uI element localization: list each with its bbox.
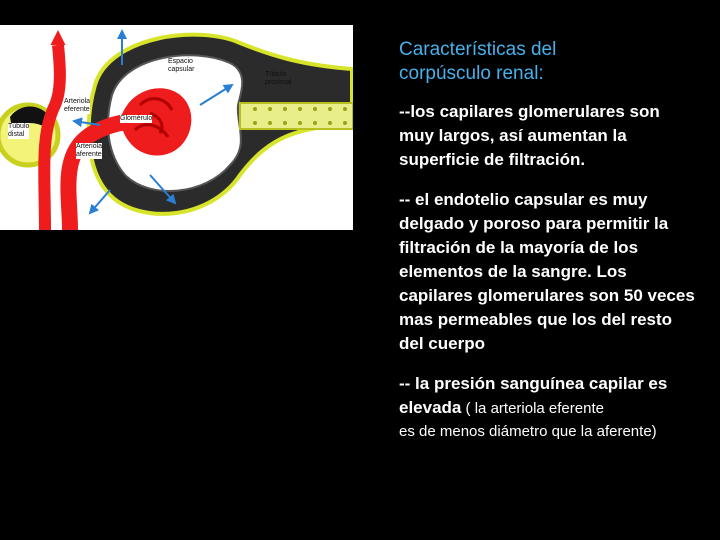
slide-title: Características del corpúsculo renal: (399, 39, 557, 84)
slide-text (399, 38, 699, 459)
label-arteriola-eferente: Arteriola eferente (64, 98, 91, 113)
paragraph-capilares: --los capilares glomerulares son muy largos, así aumentan la superficie de filtración. (399, 102, 660, 169)
label-tubulo-distal: Túbulo distal (8, 123, 30, 138)
paragraph-endotelio: -- el endotelio capsular es muy delgado y poroso para permitir la filtración de la mayoría de los elementos de la sangre. Los capilares glomerulares son 50 veces mas permeables que los del resto del cuerpo (399, 190, 695, 353)
label-tubulo-proximal: Túbulo proximal (265, 71, 292, 86)
label-glomerulo: Glomérulo (120, 115, 153, 122)
renal-corpuscle-illustration (0, 25, 353, 230)
label-espacio-capsular: Espacio capsular (168, 58, 195, 73)
renal-corpuscle-diagram (0, 25, 353, 230)
label-arteriola-aferente: Arteriola aferente (76, 143, 103, 158)
paragraph-presion: -- la presión sanguínea capilar es elevada ( la arteriola eferente es de menos diámetro que la aferente) (399, 374, 668, 440)
